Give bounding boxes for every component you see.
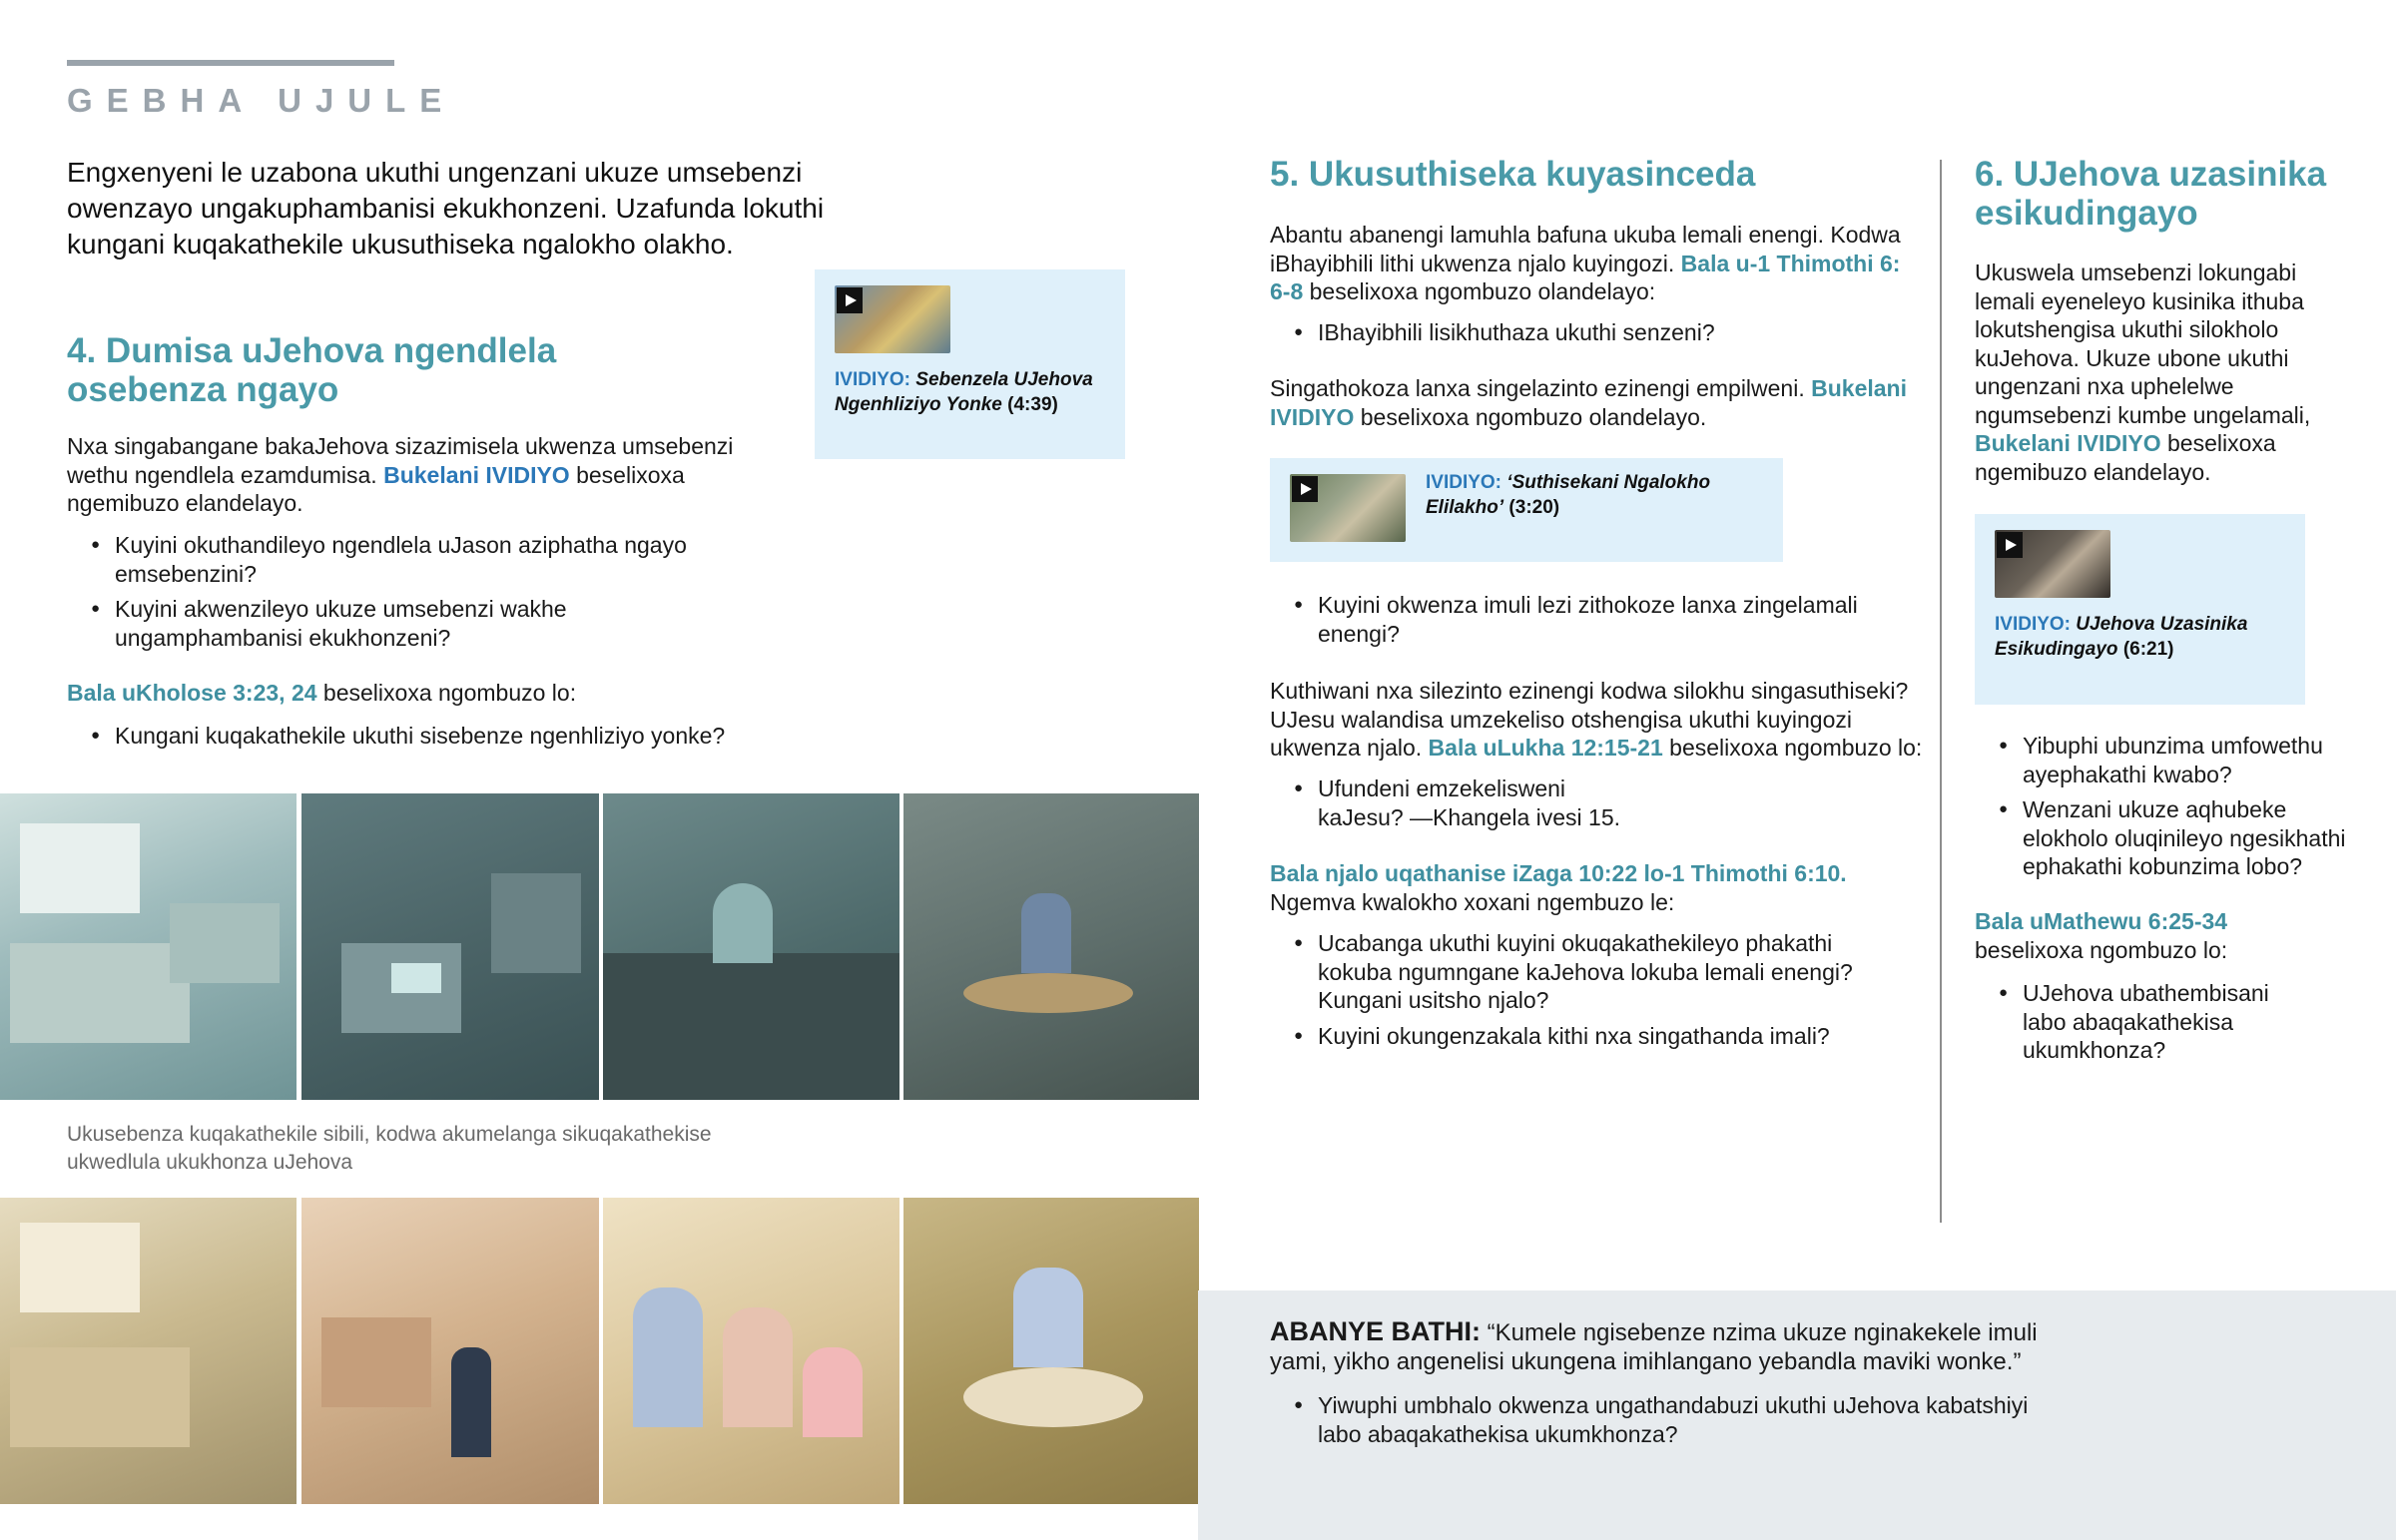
play-icon[interactable] [1292,476,1318,502]
scripture-link[interactable]: Bala uMathewu 6:25-34 [1975,908,2228,934]
section-5-questions-1 [1270,318,1909,354]
intro-paragraph: Engxenyeni le uzabona ukuthi ungenzani ukuze umsebenzi owenzayo ungakuphambanisi ekukhonzeni. Uzafunda lokuthi kungani kuqakathekile ukusuthiseka ngalokho olakho. [67,157,825,259]
question-item: ● Kuyini okungenzakala kithi nxa singathanda imali? [1270,1022,1909,1051]
watch-video-link[interactable]: Bukelani IVIDIYO [1270,375,1907,430]
video-caption: IVIDIYO: ‘Suthisekani Ngalokho Elilakho’ (3:20) [1426,472,1711,518]
others-say-questions [1270,1391,2049,1455]
others-say-panel [1198,1290,2396,1540]
section-5 [1270,155,1909,194]
section-6-read: Bala uMathewu 6:25-34 beselixoxa ngombuzo lo: [1975,907,2346,964]
question-item: ● Wenzani ukuze aqhubeke elokholo oluqinileyo ngesikhathi ephakathi kobunzima lobo? [1975,795,2346,881]
illustration-home-1 [903,793,1199,1100]
watch-video-link[interactable]: Bukelani IVIDIYO [383,461,570,488]
section-4-questions-2 [67,722,756,758]
video-thumbnail[interactable] [835,285,950,353]
illustration-office-3 [603,793,899,1100]
others-say-label: ABANYE BATHI: [1270,1316,1481,1346]
question-item: ● Kuyini okwenza imuli lezi zithokoze lanxa zingelamali enengi? [1270,591,1909,648]
section-5-title: 5. Ukusuthiseka kuyasinceda [1270,155,1756,194]
illustration-office-5 [301,1198,599,1504]
section-6-questions-2 [1975,979,2274,1072]
column-divider [1940,160,1942,1223]
play-icon[interactable] [837,287,863,313]
section-6-questions-1 [1975,732,2346,888]
section-4-paragraph: Nxa singabangane bakaJehova sizazimisela ukwenza umsebenzi wethu ngendlela ezamdumisa. Bukelani IVIDIYO beselixoxa ngemibuzo elandelayo. [67,433,734,516]
section-4-questions [67,531,746,659]
video-box-5[interactable] [1270,458,1783,562]
play-icon[interactable] [1997,532,2023,558]
section-6 [1975,155,2354,233]
header-rule [67,60,394,66]
section-4 [67,331,586,409]
scripture-link[interactable]: Bala u-1 Thimothi 6: 6-8 [1270,250,1901,304]
scripture-link[interactable]: Bala njalo uqathanise iZaga 10:22 lo-1 Thimothi 6:10. [1270,860,1847,886]
section-5-paragraph-3: Kuthiwani nxa silezinto ezinengi kodwa silokhu singasuthiseki? UJesu walandisa umzekeliso otshengisa ukuthi kuyingozi ukwenza njalo. Bala uLukha 12:15-21 beselixoxa ngombuzo lo: [1270,678,1923,761]
section-5-paragraph-2: Singathokoza lanxa singelazinto ezinengi empilweni. Bukelani IVIDIYO beselixoxa ngombuzo olandelayo. [1270,375,1907,430]
question-item: ● Ufundeni emzekelisweni kaJesu? —Khangela ivesi 15. [1270,774,1657,831]
scripture-link[interactable]: Bala uKholose 3:23, 24 [67,680,317,706]
section-6-paragraph: Ukuswela umsebenzi lokungabi lemali eyeneleyo kusinika ithuba lokutshengisa ukuthi silokholo kuJehova. Ukuze ubone ukuthi ungenzani nxa uphelelwe ngumsebenzi kumbe ungelamali, Bukelani IVIDIYO beselixoxa ngemibuzo elandelayo. [1975,259,2311,485]
illustration-meeting [603,1198,899,1504]
illustration-office-2 [301,793,599,1100]
question-item: ● Ucabanga ukuthi kuyini okuqakathekileyo phakathi kokuba ngumngane kaJehova lokuba lemali enengi? Kungani usitsho njalo? [1270,929,1909,1015]
illustration-office-1 [0,793,297,1100]
watch-video-link[interactable]: Bukelani IVIDIYO [1975,430,2161,456]
video-thumbnail[interactable] [1995,530,2110,598]
others-say-quote: ABANYE BATHI: “Kumele ngisebenze nzima ukuze nginakekele imuli yami, yikho angenelisi ukungena imihlangano yebandla maviki wonke.” [1270,1316,2038,1375]
video-box-4[interactable] [815,269,1125,459]
video-box-6[interactable] [1975,514,2305,705]
section-5-questions-2 [1270,591,1909,655]
question-item: ● IBhayibhili lisikhuthaza ukuthi senzeni? [1270,318,1909,347]
question-item: ● UJehova ubathembisani labo abaqakathekisa ukumkhonza? [1975,979,2274,1065]
video-caption: IVIDIYO: UJehova Uzasinika Esikudingayo (6:21) [1995,614,2248,660]
scripture-link[interactable]: Bala uLukha 12:15-21 [1428,735,1663,761]
section-5-paragraph-1: Abantu abanengi lamuhla bafuna ukuba lemali enengi. Kodwa iBhayibhili lithi ukwenza njalo kuyingozi. Bala u-1 Thimothi 6: 6-8 beselixoxa ngombuzo olandelayo: [1270,222,1901,304]
section-kicker: GEBHA UJULE [67,82,456,119]
section-6-title: 6. UJehova uzasinika esikudingayo [1975,155,2327,233]
section-4-title: 4. Dumisa uJehova ngendlela osebenza ngayo [67,331,557,409]
section-5-paragraph-4: Bala njalo uqathanise iZaga 10:22 lo-1 Thimothi 6:10. Ngemva kwalokho xoxani ngembuzo le: [1270,859,1909,916]
question-item: ● Yiwuphi umbhalo okwenza ungathandabuzi ukuthi uJehova kabatshiyi labo abaqakathekisa ukumkhonza? [1270,1391,2049,1448]
video-thumbnail[interactable] [1290,474,1406,542]
question-item: ● Kungani kuqakathekile ukuthi sisebenze ngenhliziyo yonke? [67,722,756,751]
section-5-questions-3 [1270,774,1909,838]
illustration-caption: Ukusebenza kuqakathekile sibili, kodwa akumelanga sikuqakathekise ukwedlula ukukhonza uJehova [67,1123,712,1174]
question-item: ● Kuyini okuthandileyo ngendlela uJason aziphatha ngayo emsebenzini? [67,531,746,588]
illustration-home-2 [903,1198,1199,1504]
section-4-read: Bala uKholose 3:23, 24 beselixoxa ngombuzo lo: [67,680,577,706]
question-item: ● Yibuphi ubunzima umfowethu ayephakathi kwabo? [1975,732,2346,788]
section-5-questions-4 [1270,929,1909,1057]
video-caption: IVIDIYO: Sebenzela UJehova Ngenhliziyo Yonke (4:39) [835,369,1093,415]
question-item: ● Kuyini akwenzileyo ukuze umsebenzi wakhe ungamphambanisi ekukhonzeni? [67,595,746,652]
illustration-office-4 [0,1198,297,1504]
